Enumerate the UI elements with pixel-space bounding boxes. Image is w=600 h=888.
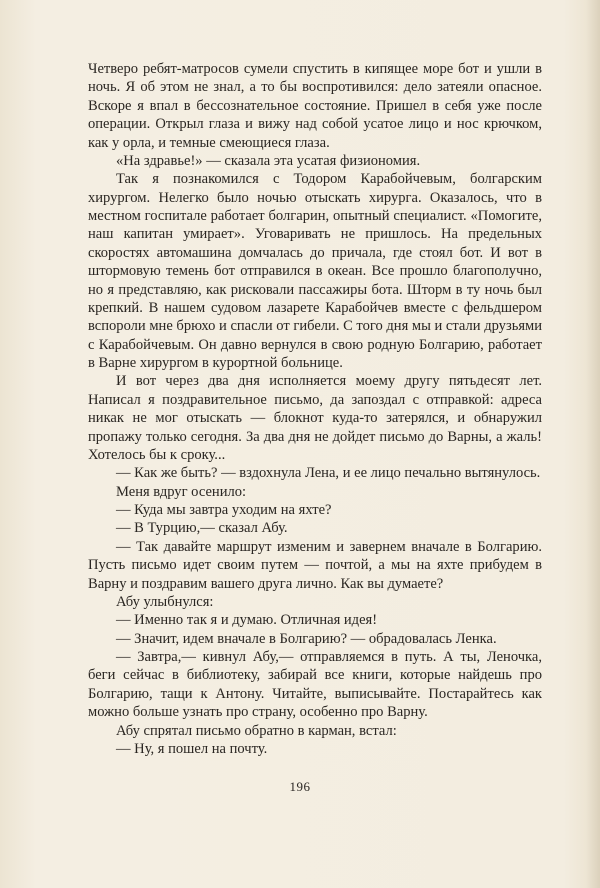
page-text — [88, 60, 542, 758]
paragraph: Меня вдруг осенило: — [116, 483, 247, 500]
paragraph: — Куда мы завтра уходим на яхте? — [116, 502, 332, 518]
paragraph: И вот через два дня исполняется моему другу пятьдесят лет. Написал я поздравительное письмо, да запоздал с отправкой: адреса никак не мог отыскать — блокнот куда-то затерялся, и обнаружил пропажу только сегодня. За два дня не дойдет письмо до Варны, а жаль! Хотелось бы к сроку... — [88, 373, 542, 463]
paragraph: — Завтра,— кивнул Абу,— отправляемся в путь. А ты, Леночка, беги сейчас в библиотеку, забирай все книги, которые найдешь про Болгарию, тащи к Антону. Читайте, выписывайте. Постарайтесь как можно больше узнать про страну, особенно про Варну. — [88, 649, 542, 721]
page-number: 196 — [289, 779, 311, 794]
paragraph: Абу спрятал письмо обратно в карман, встал: — [116, 722, 397, 739]
paragraph: Так я познакомился с Тодором Карабойчевым, болгарским хирургом. Нелегко было ночью отыскать хирурга. Оказалось, что в местном госпитале работает болгарин, опытный специалист. «Помогите, наш капитан умирает». Уговаривать не пришлось. На предельных скоростях автомашина домчалась до причала, где стоял бот. И вот в штормовую темень бот отправился в океан. Все прошло благополучно, но я представляю, как рисковали пассажиры бота. Шторм в ту ночь был крепкий. В нашем судовом лазарете Карабойчев вместе с фельдшером вспороли мне брюхо и спасли от гибели. С того дня мы и стали друзьями с Карабойчевым. Он давно вернулся в свою родную Болгарию, работает в Варне хирургом в курортной больнице. — [88, 171, 543, 371]
paragraph: Четверо ребят-матросов сумели спустить в кипящее море бот и ушли в ночь. Я об этом не знал, а то бы воспротивился: дело затеяли опасное. Вскоре я впал в бессознательное состояние. Пришел в себя уже после операции. Открыл глаза и вижу над собой усатое лицо и нос крючком, как у орла, и темные смеющиеся глаза. — [88, 61, 542, 151]
paragraph: Абу улыбнулся: — [116, 593, 214, 610]
paragraph: — В Турцию,— сказал Абу. — [116, 520, 288, 537]
paragraph: — Как же быть? — вздохнула Лена, и ее лицо печально вытянулось. — [116, 465, 541, 482]
paragraph: — Именно так я и думаю. Отличная идея! — [116, 612, 378, 629]
page-edge-shadow — [586, 0, 600, 888]
paragraph: — Ну, я пошел на почту. — [116, 740, 268, 757]
paragraph: «На здравье!» — сказала эта усатая физиономия. — [116, 152, 421, 169]
paragraph: — Так давайте маршрут изменим и завернем вначале в Болгарию. Пусть письмо идет своим путем — почтой, а мы на яхте прибудем в Варну и поздравим вашего друга лично. Как вы думаете? — [88, 538, 542, 592]
paragraph: — Значит, идем вначале в Болгарию? — обрадовалась Ленка. — [116, 630, 497, 647]
